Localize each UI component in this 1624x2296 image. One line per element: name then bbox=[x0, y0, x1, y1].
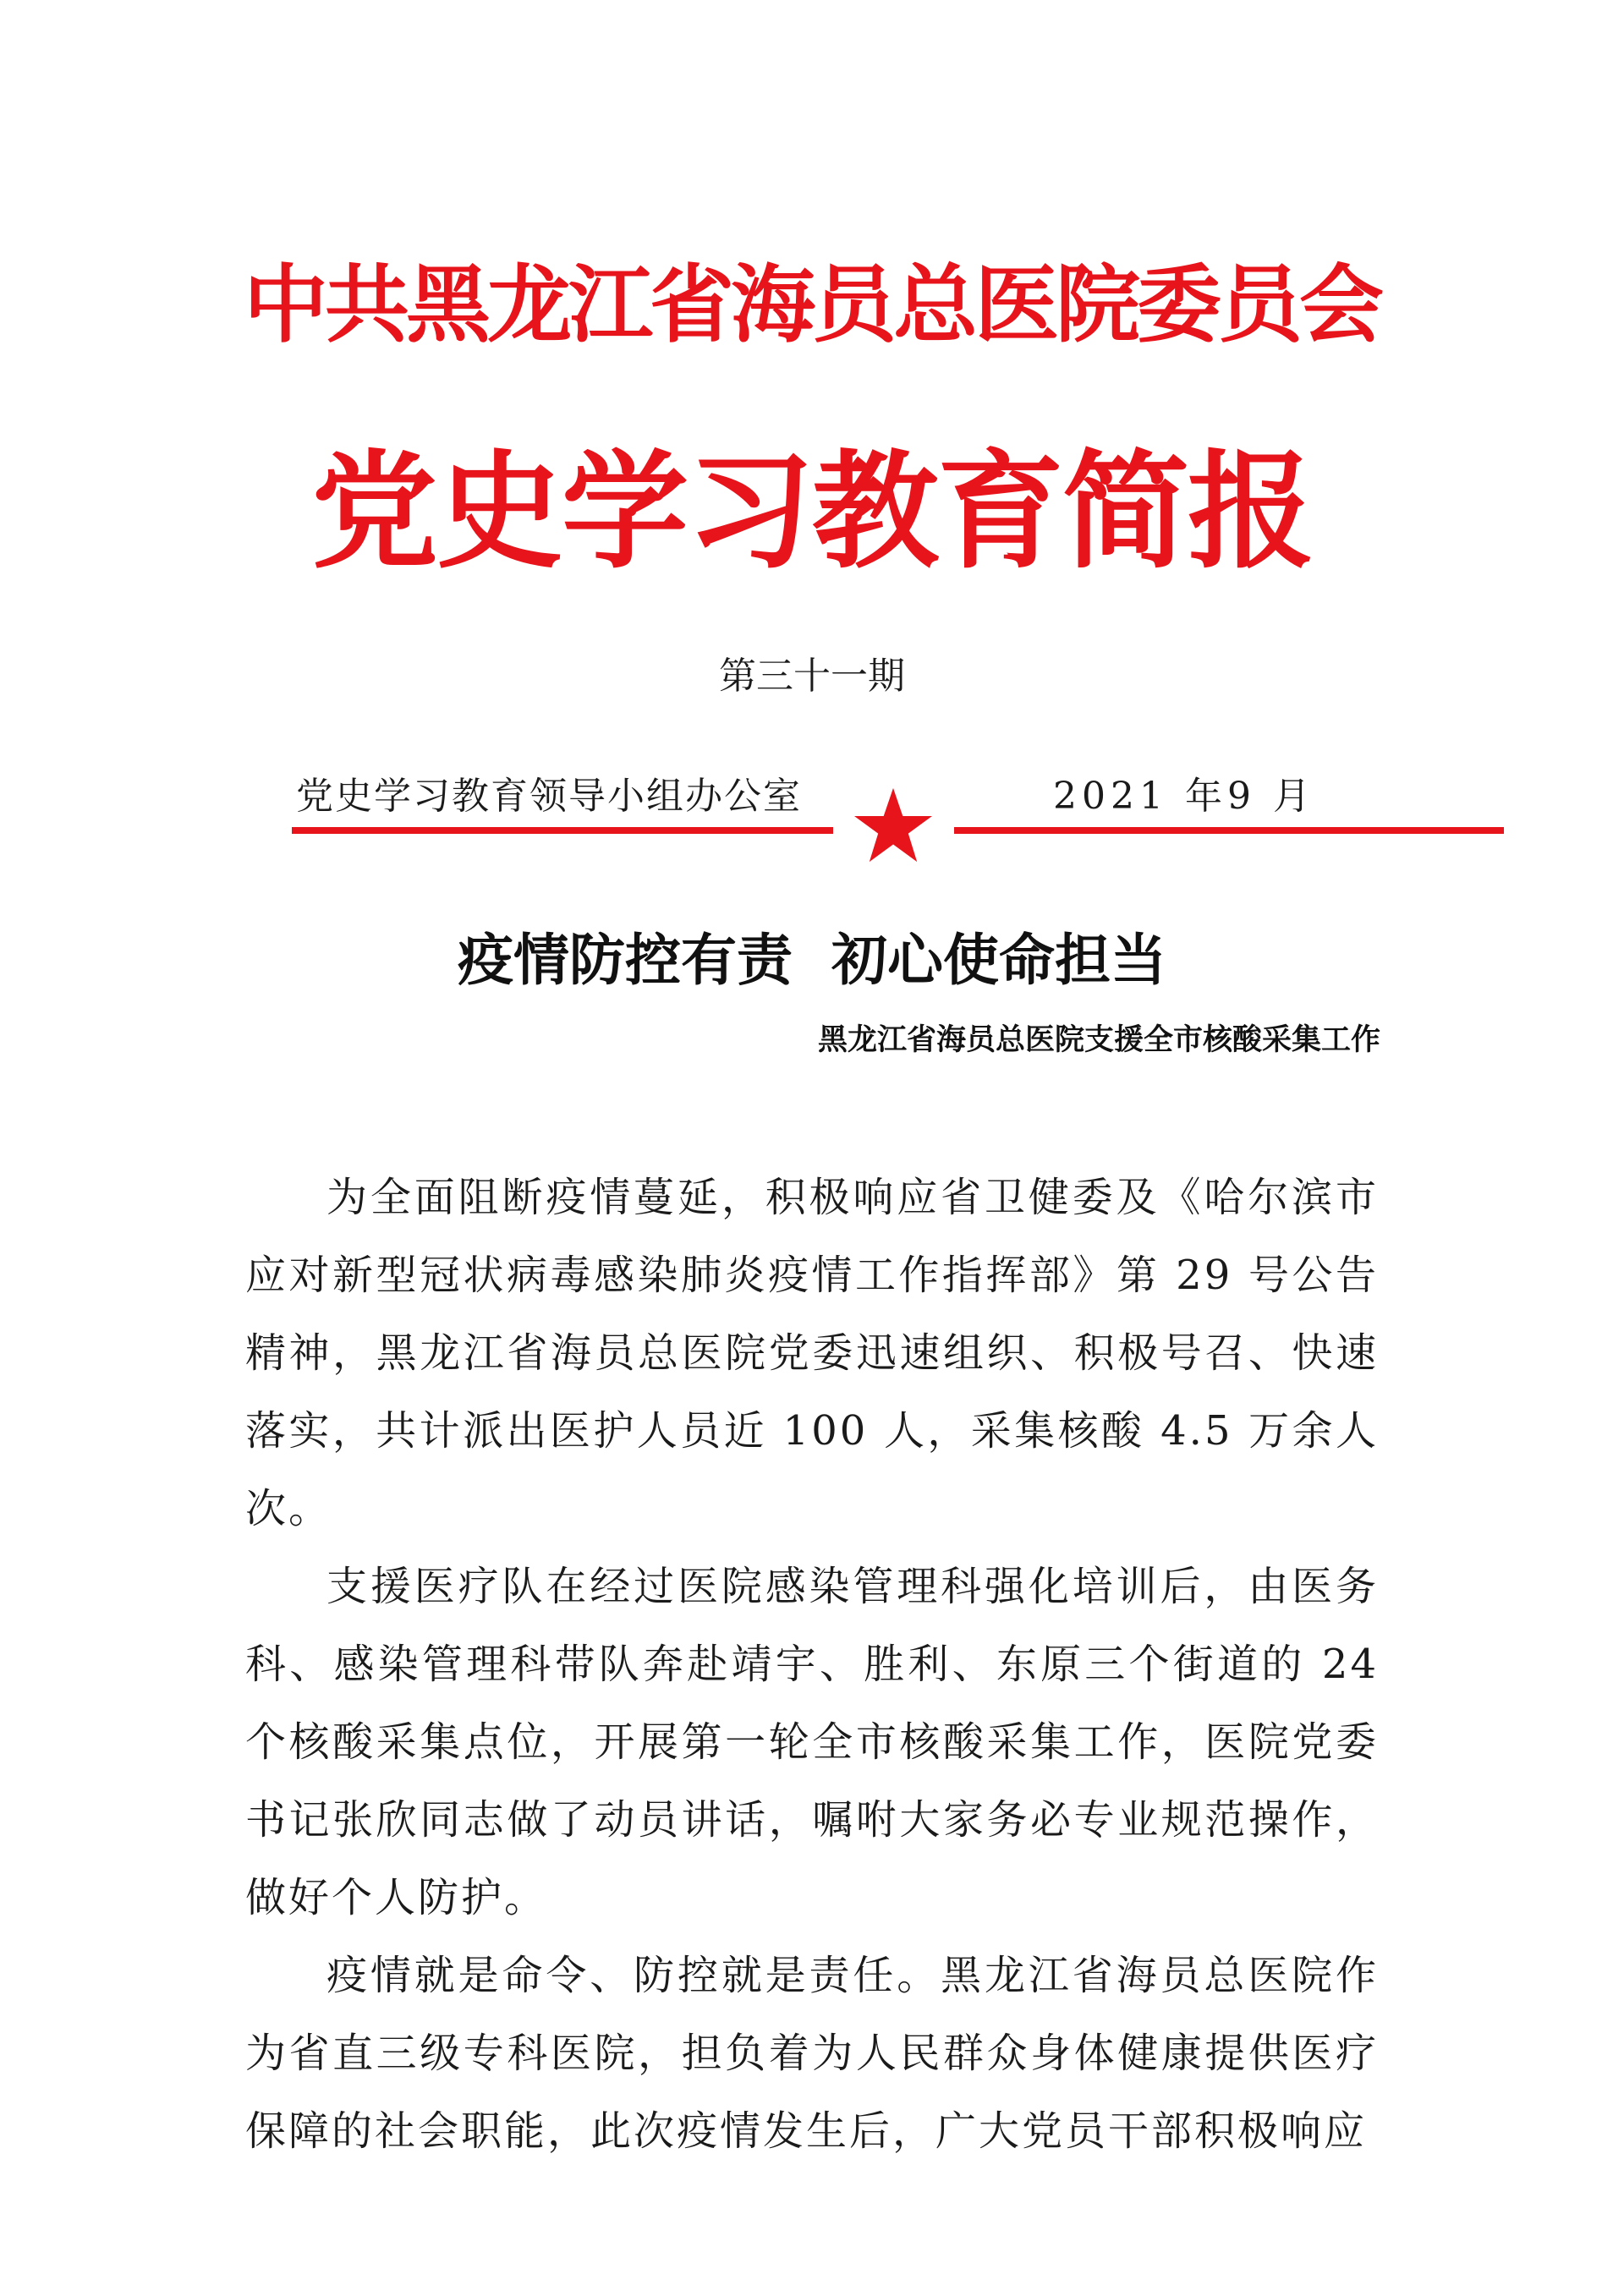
body-paragraph: 疫情就是命令、防控就是责任。黑龙江省海员总医院作为省直三级专科医院，担负着为人民群众身体健康提供医疗保障的社会职能，此次疫情发生后，广大党员干部积极响应 bbox=[245, 1952, 1379, 2155]
issue-number: 第三十一期 bbox=[719, 655, 905, 698]
bulletin-title: 党史学习教育简报 bbox=[310, 437, 1313, 586]
article-subtitle: 黑龙江省海员总医院支援全市核酸采集工作 bbox=[817, 1022, 1380, 1057]
masthead-rule-right bbox=[954, 827, 1504, 834]
masthead-rule-left bbox=[292, 827, 833, 834]
issue-date: 2021 年9 月 bbox=[1053, 775, 1315, 818]
red-star-icon bbox=[853, 786, 934, 864]
organization-title: 中共黑龙江省海员总医院委员会 bbox=[244, 255, 1380, 354]
body-paragraph: 为全面阻断疫情蔓延，积极响应省卫健委及《哈尔滨市应对新型冠状病毒感染肺炎疫情工作指挥部》第 29 号公告精神，黑龙江省海员总医院党委迅速组织、积极号召、快速落实，共计派出医护人员近 100 人，采集核酸 4.5 万余人次。 bbox=[245, 1174, 1379, 1532]
body-paragraph: 支援医疗队在经过医院感染管理科强化培训后，由医务科、感染管理科带队奔赴靖宇、胜利、东原三个街道的 24个核酸采集点位，开展第一轮全市核酸采集工作，医院党委书记张欣同志做了动员讲话，嘱咐大家务必专业规范操作，做好个人防护。 bbox=[245, 1563, 1379, 1921]
article-body bbox=[245, 1159, 1379, 2170]
article-title: 疫情防控有责 初心使命担当 bbox=[458, 927, 1166, 993]
issuing-office: 党史学习教育领导小组办公室 bbox=[296, 775, 802, 818]
